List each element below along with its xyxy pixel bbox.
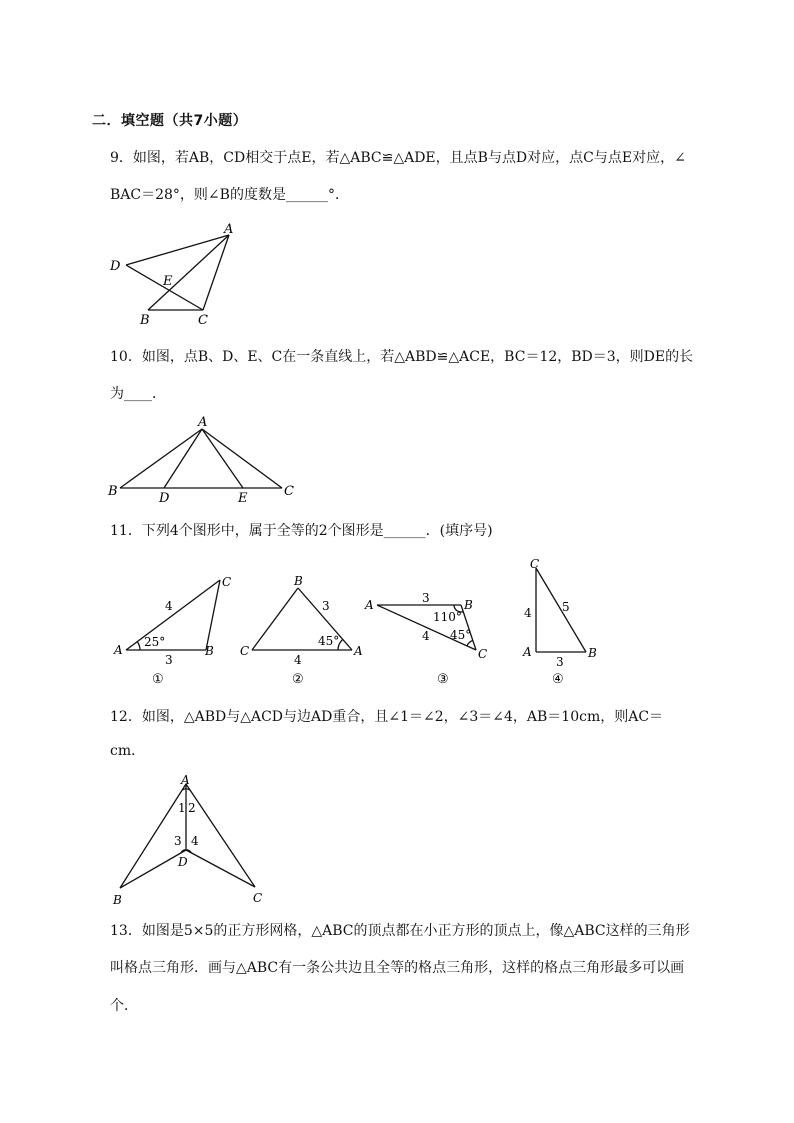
- q12-line1: 12．如图，△ABD与△ACD与边AD重合，且∠1＝∠2，∠3＝∠4，AB＝10cm，则AC＝: [110, 709, 664, 725]
- q12-seg-DC: [186, 850, 255, 887]
- q10-label-E: E: [238, 491, 248, 504]
- q12-angle-4: 4: [191, 834, 199, 848]
- q11-f3-angle-C: 45°: [450, 628, 472, 642]
- q11-f1-side-AB: 3: [165, 653, 173, 667]
- q10-label-B: B: [108, 484, 118, 499]
- q11-f1-angle-arc: [137, 642, 140, 650]
- q11-f2-number: ②: [292, 672, 304, 687]
- q12-label-A: A: [181, 773, 190, 787]
- q10-line1: 10．如图，点B、D、E、C在一条直线上，若△ABD≌△ACE，BC＝12，BD＝3，则DE的长: [110, 349, 694, 365]
- q11-f2-seg-CB: [252, 588, 298, 650]
- q10-label-A: A: [198, 415, 208, 430]
- q10-seg-DA: [164, 429, 202, 488]
- q11-f4-side-CA: 4: [524, 606, 532, 620]
- q11-f2-side-AB: 3: [322, 599, 330, 613]
- q11-figure-2: [236, 570, 368, 690]
- q12-angle-3: 3: [174, 834, 182, 848]
- q11-f1-seg-BC: [206, 580, 220, 650]
- q11-f1-seg-AC: [126, 580, 220, 650]
- q11-f4-seg-CB: [536, 568, 586, 652]
- q11-f1-side-AC: 4: [165, 599, 173, 613]
- q9-line1: 9．如图，若AB，CD相交于点E，若△ABC≌△ADE，且点B与点D对应，点C与点E对应，∠: [110, 150, 686, 166]
- q13-line3: 个．: [110, 998, 138, 1014]
- q11-f1-number: ①: [152, 672, 164, 687]
- q11-f4-label-B: B: [588, 646, 597, 660]
- q11-f3-side-AC: 4: [422, 629, 430, 643]
- q9-label-C: C: [198, 313, 208, 328]
- q12-angle-2: 2: [188, 801, 196, 815]
- q11-f2-label-C: C: [240, 644, 250, 658]
- q9-label-E: E: [163, 274, 173, 289]
- q11-f3-side-AB: 3: [422, 591, 430, 605]
- q9-label-B: B: [140, 313, 150, 328]
- q12-angle-1: 1: [178, 801, 186, 815]
- q11-f1-label-C: C: [222, 575, 232, 589]
- q11-f3-label-B: B: [464, 598, 473, 612]
- q11-f3-label-C: C: [478, 647, 488, 661]
- q11-figure-3: [362, 570, 502, 690]
- q10-label-D: D: [159, 491, 170, 504]
- q11-f3-angle-B: 110°: [433, 610, 462, 624]
- q11-f3-label-A: A: [365, 598, 374, 612]
- q10-seg-EA: [202, 429, 243, 488]
- q11-f4-label-C: C: [530, 557, 540, 571]
- q12-seg-DB: [120, 850, 186, 888]
- q11-f4-number: ④: [552, 672, 564, 687]
- q10-line2: 为____．: [110, 386, 166, 402]
- q10-label-C: C: [284, 484, 294, 499]
- q12-label-D: D: [178, 855, 188, 869]
- q9-line2: BAC＝28°，则∠B的度数是______°．: [110, 187, 349, 203]
- q12-figure: [100, 770, 275, 910]
- section-title: 二．填空题（共7小题）: [92, 113, 248, 129]
- q11-figure-4: [518, 556, 608, 690]
- q10-seg-CA: [202, 429, 282, 488]
- q11-f1-angle: 25°: [144, 635, 166, 649]
- q11-f4-side-AB: 3: [556, 655, 564, 669]
- q9-figure: [100, 218, 260, 330]
- q11-f2-label-B: B: [294, 574, 303, 588]
- q10-figure: [100, 412, 305, 504]
- q11-f4-label-A: A: [523, 645, 532, 659]
- q11-f1-label-B: B: [205, 644, 214, 658]
- q11-f1-label-A: A: [114, 643, 123, 657]
- q11-f2-side-CA: 4: [294, 653, 302, 667]
- q11-line1: 11．下列4个图形中，属于全等的2个图形是______．(填序号): [110, 523, 493, 539]
- q13-line2: 叫格点三角形．画与△ABC有一条公共边且全等的格点三角形，这样的格点三角形最多可以画: [110, 960, 685, 976]
- q11-f2-label-A: A: [354, 644, 363, 658]
- q12-label-B: B: [113, 893, 122, 907]
- q13-line1: 13．如图是5×5的正方形网格，△ABC的顶点都在小正方形的顶点上，像△ABC这样的三角形: [110, 923, 690, 939]
- q12-label-C: C: [253, 891, 263, 905]
- q9-label-A: A: [224, 222, 234, 237]
- q10-seg-BA: [120, 429, 202, 488]
- q12-line2: cm．: [110, 743, 146, 759]
- q9-label-D: D: [110, 259, 121, 274]
- q11-f2-angle: 45°: [318, 634, 340, 648]
- q11-f3-number: ③: [437, 672, 449, 687]
- q11-f4-side-CB: 5: [562, 600, 570, 614]
- q11-figure-1: [108, 570, 238, 690]
